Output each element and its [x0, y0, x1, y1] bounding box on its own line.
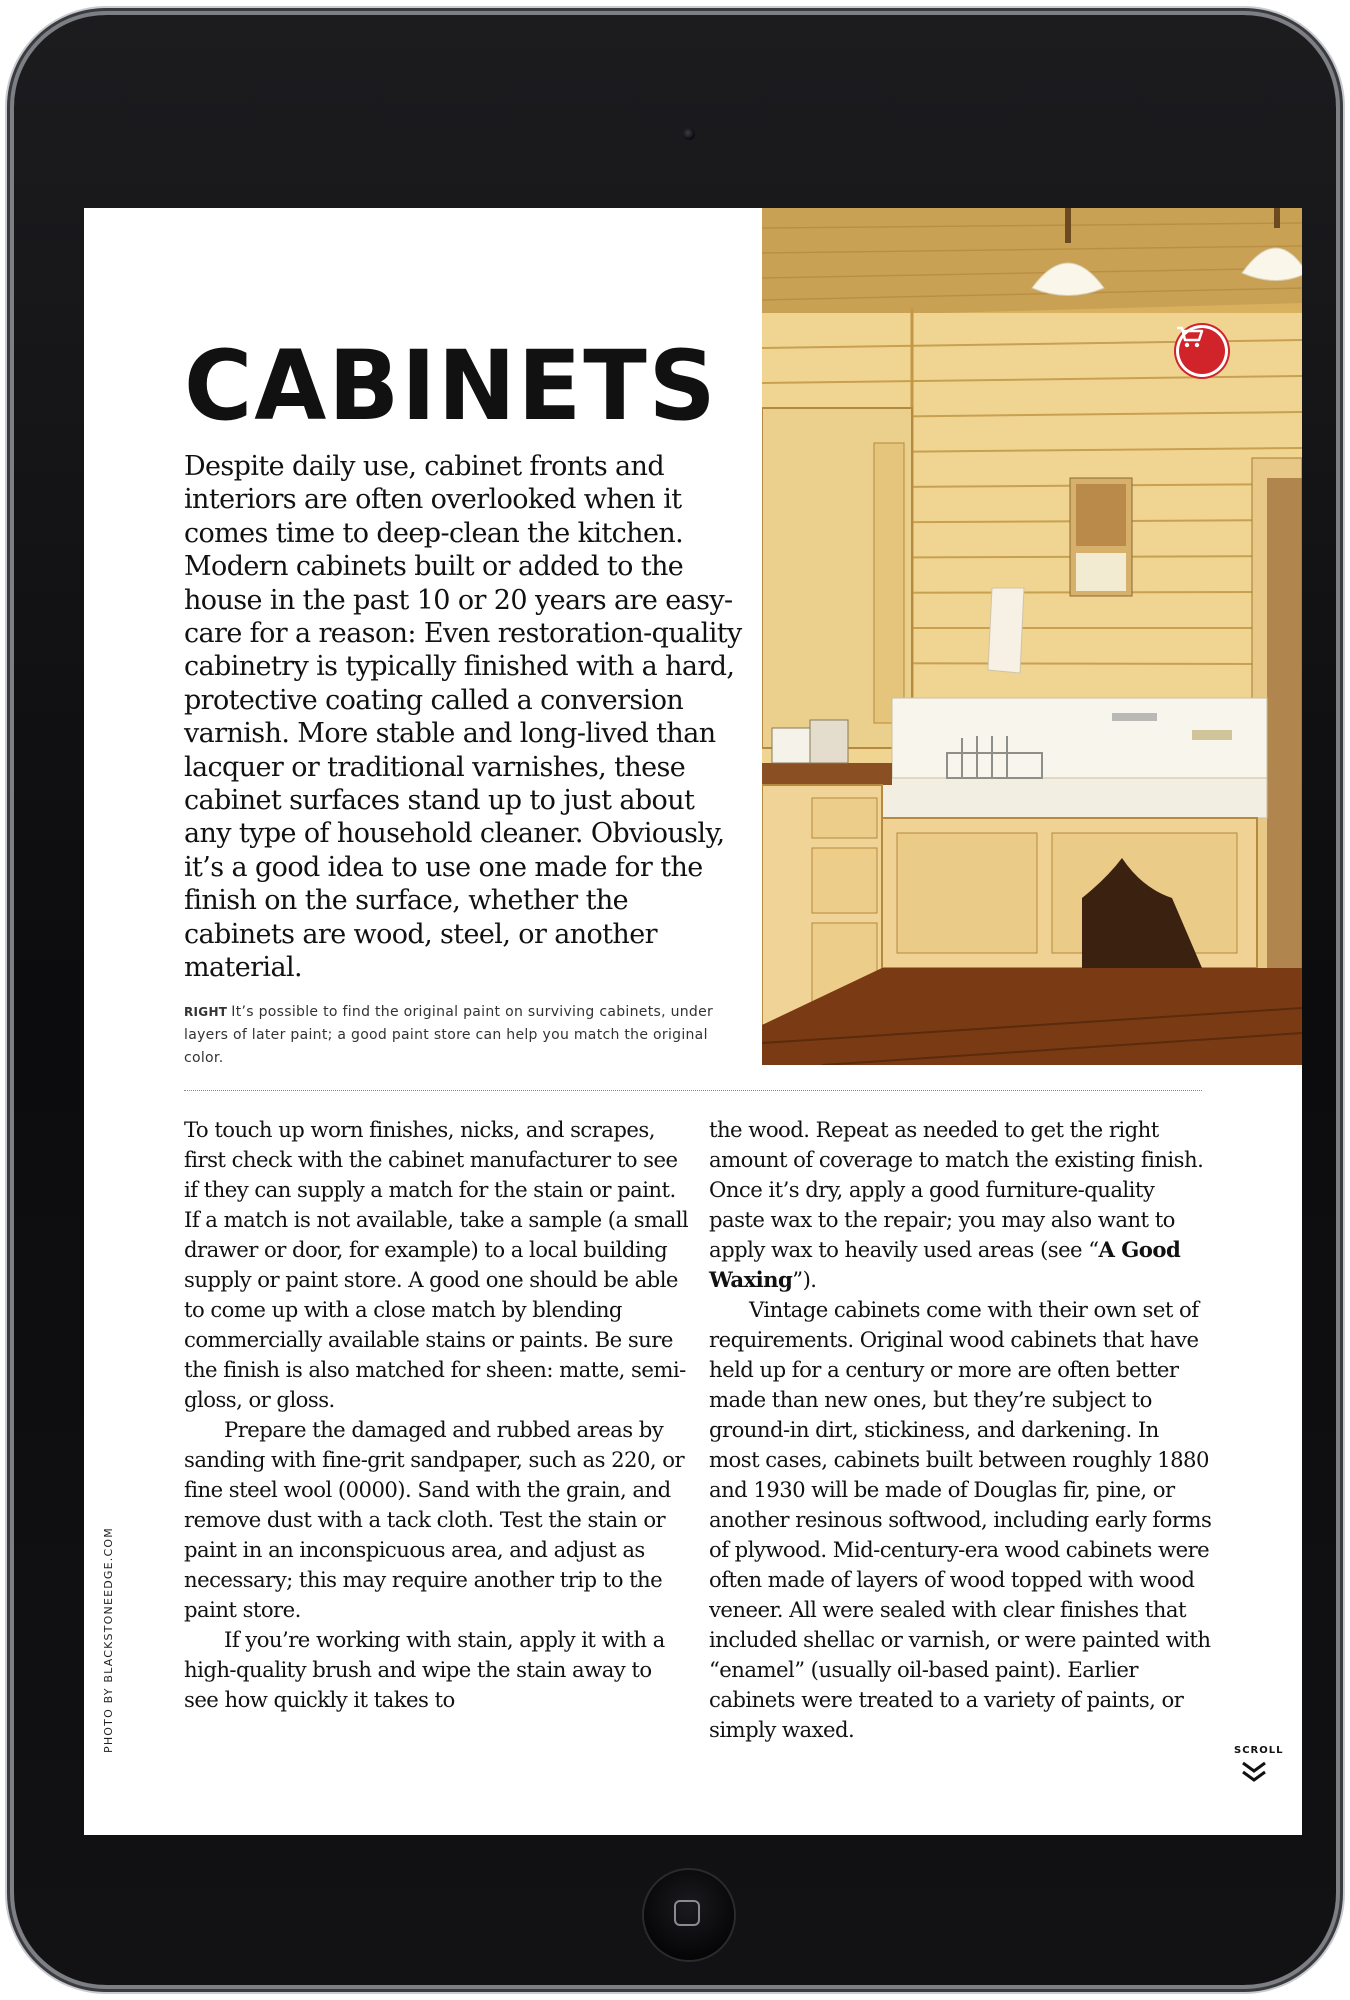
body-column-left	[184, 1115, 689, 1715]
magazine-page	[84, 208, 1302, 1835]
tablet-frame	[14, 15, 1336, 1985]
photo-credit: PHOTO BY BLACKSTONEEDGE.COM	[102, 1527, 115, 1753]
body-column-right	[709, 1115, 1214, 1745]
photo-caption	[184, 1001, 724, 1070]
camera-icon	[683, 128, 695, 140]
section-divider	[184, 1090, 1202, 1091]
body-text: ”).	[792, 1267, 817, 1292]
article-intro: Despite daily use, cabinet fronts and interiors are often overlooked when it comes time to deep-clean the kitchen. Modern cabinets built or added to the house in the past 10 or 20 years are easy-care for a reason: Even restoration-quality cabinetry is typically finished with a hard, protective coating called a conversion varnish. More stable and long-lived than lacquer or traditional varnishes, these cabinet surfaces stand up to just about any type of household cleaner. Obviously, it’s a good idea to use one made for the finish on the surface, whether the cabinets are wood, steel, or another material.	[184, 451, 742, 984]
body-text: the wood. Repeat as needed to get the right amount of coverage to match the existing finish. Once it’s dry, apply a good furniture-quality paste wax to the repair; you may also want to apply wax to heavily used areas (see “	[709, 1117, 1204, 1262]
article-title: CABINETS	[184, 330, 718, 442]
caption-lead: RIGHT	[184, 1005, 228, 1019]
body-paragraph: If you’re working with stain, apply it with a high-quality brush and wipe the stain away to see how quickly it takes to	[184, 1627, 665, 1712]
scroll-label[interactable]: SCROLL	[1234, 1745, 1284, 1756]
kitchen-photo	[762, 208, 1302, 1065]
body-paragraph: Vintage cabinets come with their own set of requirements. Original wood cabinets that have held up for a century or more are often better made than new ones, but they’re subject to ground-in dirt, stickiness, and darkening. In most cases, cabinets built between roughly 1880 and 1930 will be made of Douglas fir, pine, or another resinous softwood, including early forms of plywood. Mid-century-era wood cabinets were often made of layers of wood topped with wood veneer. All were sealed with clear finishes that included shellac or varnish, or were painted with “enamel” (usually oil-based paint). Earlier cabinets were treated to a variety of paints, or simply waxed.	[709, 1297, 1212, 1742]
body-paragraph	[709, 1115, 1214, 1295]
caption-text: It’s possible to find the original paint on surviving cabinets, under layers of later paint; a good paint store can help you match the original color.	[184, 1004, 714, 1066]
body-paragraph: To touch up worn finishes, nicks, and scrapes, first check with the cabinet manufacturer to see if they can supply a match for the stain or paint. If a match is not available, take a sample (a small drawer or door, for example) to a local building supply or paint store. A good one should be able to come up with a close match by blending commercially available stains or paints. Be sure the finish is also matched for sheen: matte, semi-gloss, or gloss.	[184, 1117, 689, 1412]
body-paragraph: Prepare the damaged and rubbed areas by sanding with fine-grit sandpaper, such as 220, or fine steel wool (0000). Sand with the grain, and remove dust with a tack cloth. Test the stain or paint in an inconspicuous area, and adjust as necessary; this may require another trip to the paint store.	[184, 1417, 685, 1622]
shopping-cart-icon	[1176, 325, 1204, 349]
cart-badge[interactable]	[1176, 325, 1228, 377]
a-good-waxing-link[interactable]: A Good Waxing	[709, 1237, 1181, 1292]
double-chevron-down-icon[interactable]	[1241, 1761, 1267, 1783]
home-square-icon	[674, 1900, 700, 1926]
home-button[interactable]	[644, 1870, 734, 1960]
